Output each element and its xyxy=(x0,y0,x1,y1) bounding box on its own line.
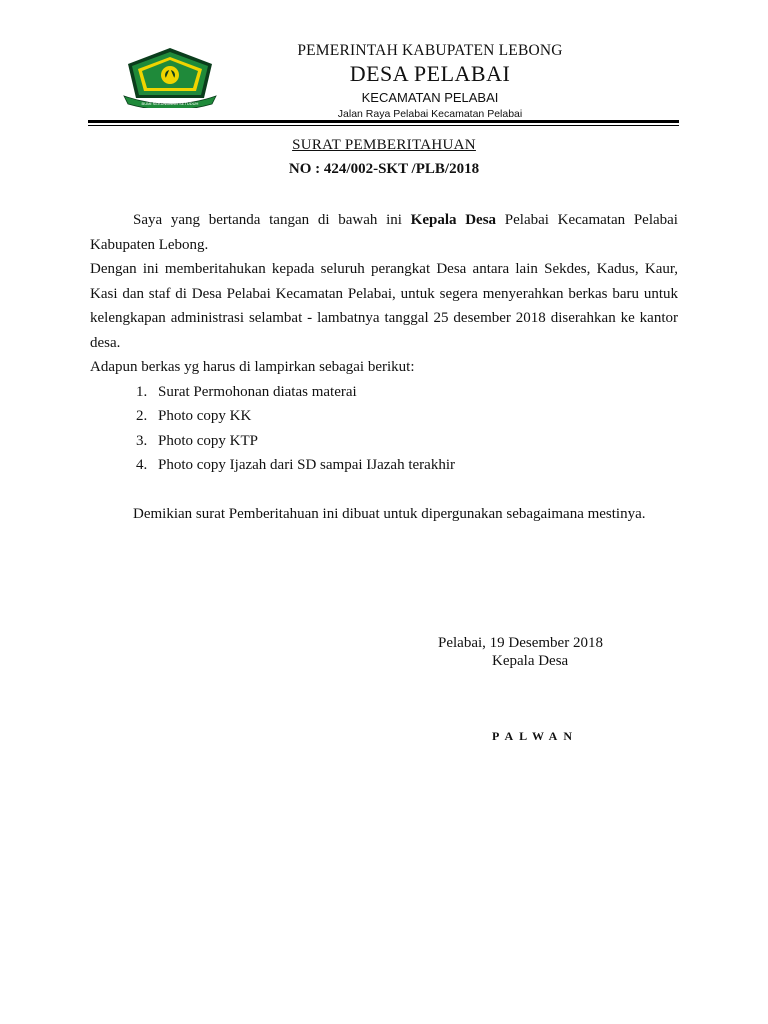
list-item-number: 2. xyxy=(136,408,148,424)
list-item-text: Photo copy KTP xyxy=(158,432,259,449)
blank-line xyxy=(90,478,678,503)
opening-text-post: Pelabai Kecamatan Pelabai Kabupaten Lebong. xyxy=(90,212,678,253)
closing-paragraph: Demikian surat Pemberitahuan ini dibuat untuk dipergunakan sebagaimana mestinya. xyxy=(133,506,646,522)
list-item xyxy=(90,429,678,454)
list-item-text: Surat Permohonan diatas materai xyxy=(158,383,357,400)
letterhead-divider-thick xyxy=(88,120,679,123)
district-name: KECAMATAN PELABAI xyxy=(361,90,499,105)
attachment-intro: Adapun berkas yg harus di lampirkan sebagai berikut: xyxy=(90,359,415,375)
signature-block xyxy=(438,634,638,670)
list-item-text: Photo copy KK xyxy=(158,408,252,424)
government-name: PEMERINTAH KABUPATEN LEBONG xyxy=(297,42,563,59)
address-line: Jalan Raya Pelabai Kecamatan Pelabai xyxy=(337,108,523,120)
letterhead-divider-thin xyxy=(88,125,679,126)
list-item xyxy=(90,380,678,405)
opening-text-pre: Saya yang bertanda tangan di bawah ini xyxy=(133,212,411,228)
village-name: DESA PELABAI xyxy=(349,61,511,86)
notice-paragraph: Dengan ini memberitahukan kepada seluruh perangkat Desa antara lain Sekdes, Kadus, Kaur, Kasi dan staf di Desa Pelabai Kecamatan Pelabai, untuk segera menyerahkan berkas baru untuk kelengkapan administrasi selambat - lambatnya tanggal 25 desember 2018 diserahkan ke kantor desa. xyxy=(90,261,678,351)
list-item-text: Photo copy Ijazah dari SD sampai IJazah terakhir xyxy=(158,457,455,473)
letter-body xyxy=(90,208,678,527)
regency-emblem-logo xyxy=(120,46,220,108)
letter-title-text: SURAT PEMBERITAHUAN xyxy=(292,137,476,153)
signature-role: Kepala Desa xyxy=(492,653,569,669)
list-item xyxy=(90,404,678,429)
signatory-name: PALWAN xyxy=(492,729,579,743)
signature-place-date: Pelabai, 19 Desember 2018 xyxy=(438,635,603,651)
opening-text-bold: Kepala Desa xyxy=(410,212,497,228)
letterhead xyxy=(220,42,640,121)
emblem-ribbon-text: BUMI SEKUNDANG SETUDUH xyxy=(141,101,199,106)
required-documents-list xyxy=(90,380,678,478)
letter-number: NO : 424/002-SKT /PLB/2018 xyxy=(288,161,480,177)
list-item-number: 1. xyxy=(136,383,148,400)
list-item-number: 3. xyxy=(136,432,148,449)
list-item xyxy=(90,453,678,478)
opening-paragraph xyxy=(90,208,678,257)
letter-title xyxy=(0,136,768,154)
list-item-number: 4. xyxy=(136,457,148,473)
